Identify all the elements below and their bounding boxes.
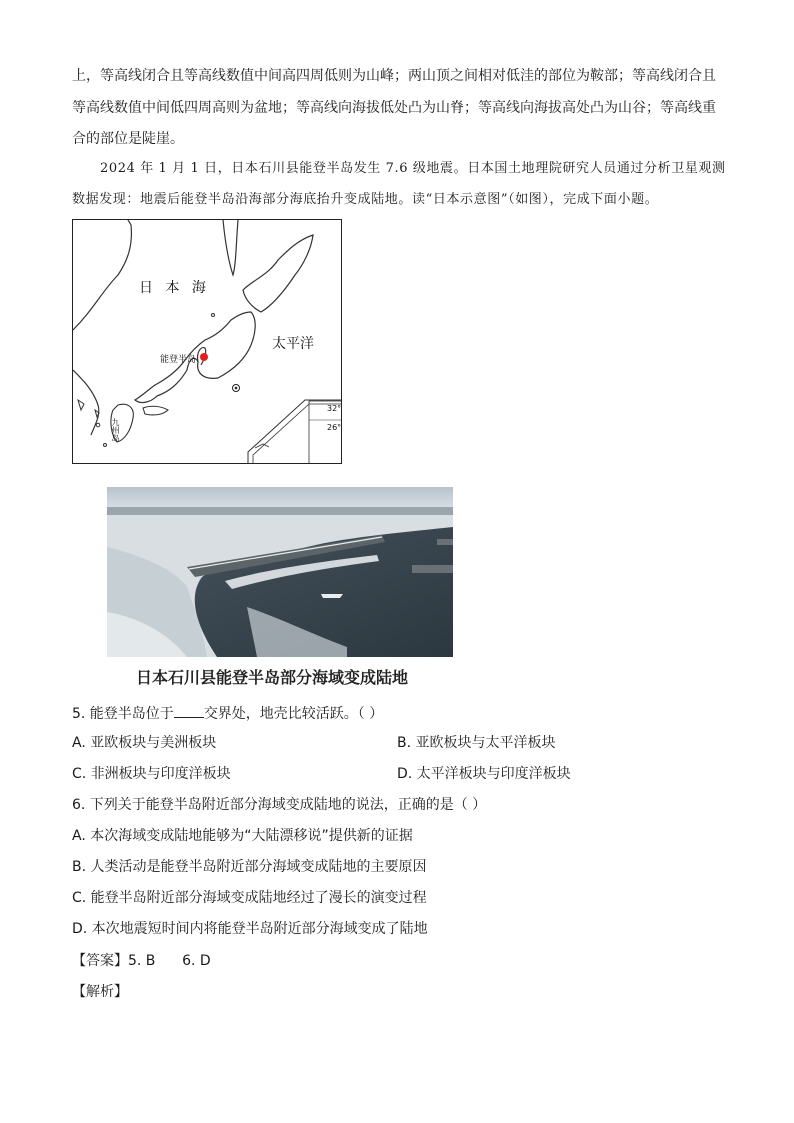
noto-coast-photo — [107, 487, 453, 657]
intro-line-2: 等高线数值中间低四周高则为盆地；等高线向海拔低处凸为山脊；等高线向海拔高处凸为山谷；等高线重 — [72, 100, 716, 116]
photo-caption: 日本石川县能登半岛部分海域变成陆地 — [136, 668, 409, 687]
question-5-stem — [72, 703, 383, 724]
question-6-stem: 6. 下列关于能登半岛附近部分海域变成陆地的说法，正确的是（ ） — [72, 797, 487, 813]
intro-line-1: 上，等高线闭合且等高线数值中间高四周低则为山峰；两山顶之间相对低洼的部位为鞍部；等高线闭合且 — [72, 68, 716, 84]
answer-value: 5. B 6. D — [128, 953, 211, 969]
question-6-option-c: C. 能登半岛附近部分海域变成陆地经过了漫长的演变过程 — [72, 890, 427, 906]
question-5-option-b: B. 亚欧板块与太平洋板块 — [397, 735, 556, 751]
question-6-option-a: A. 本次海域变成陆地能够为“大陆漂移说”提供新的证据 — [72, 828, 413, 844]
question-6-option-d: D. 本次地震短时间内将能登半岛附近部分海域变成了陆地 — [72, 921, 428, 937]
japan-map — [72, 219, 342, 464]
question-5-option-c: C. 非洲板块与印度洋板块 — [72, 766, 231, 782]
inset-latitude-bottom: 26° — [327, 423, 342, 432]
passage-line-2: 数据发现：地震后能登半岛沿海部分海底抬升变成陆地。读“日本示意图”（如图），完成下面小题。 — [72, 192, 659, 207]
intro-line-3: 合的部位是陡崖。 — [72, 131, 184, 147]
coast-photo-graphic — [107, 487, 453, 657]
question-5-stem-before: 5. 能登半岛位于 — [72, 706, 174, 722]
answer-line — [72, 951, 211, 971]
answer-label: 【答案】 — [72, 953, 128, 969]
question-5-stem-after: 交界处，地壳比较活跃。（ ） — [203, 706, 384, 722]
question-5-option-a: A. 亚欧板块与美洲板块 — [72, 735, 217, 751]
question-5-option-d: D. 太平洋板块与印度洋板块 — [397, 766, 571, 782]
sea-of-japan-label: 日 本 海 — [139, 280, 210, 296]
noto-peninsula-label: 能登半岛 — [160, 355, 197, 365]
inset-latitude-top: 32° — [327, 404, 342, 413]
kyushu-label: 九州岛 — [111, 418, 120, 442]
analysis-label: 【解析】 — [72, 984, 128, 1000]
question-6-option-b: B. 人类活动是能登半岛附近部分海域变成陆地的主要原因 — [72, 859, 427, 875]
question-5-blank — [174, 703, 204, 718]
pacific-ocean-label: 太平洋 — [272, 336, 314, 352]
passage-line-1: 2024 年 1 月 1 日，日本石川县能登半岛发生 7.6 级地震。日本国土地理院研究人员通过分析卫星观测 — [100, 161, 726, 176]
